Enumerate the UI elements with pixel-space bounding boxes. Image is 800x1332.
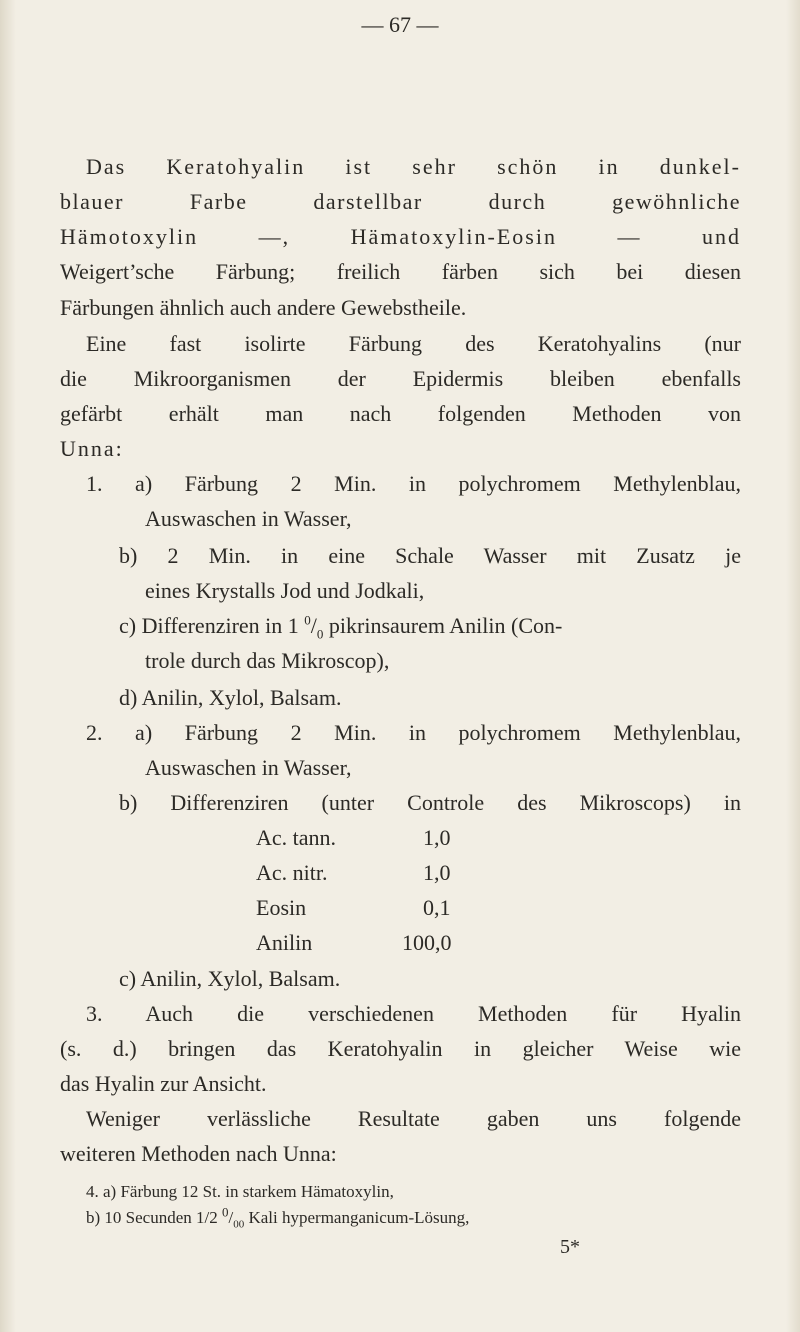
recipe-ingredient: Ac. nitr. xyxy=(256,860,328,885)
list-item: 2. a) Färbung 2 Min. in polychromem Methylenblau, xyxy=(86,720,741,745)
recipe-ingredient: Ac. tann. xyxy=(256,825,337,850)
text-line: gefärbt erhält man nach folgenden Methoden von xyxy=(60,401,741,426)
text-line: (s. d.) bringen das Keratohyalin in gleicher Weise wie xyxy=(60,1036,741,1061)
text-line: Hämotoxylin —, Hämatoxylin-Eosin — und xyxy=(60,224,741,249)
page-edge-right xyxy=(786,0,800,1332)
text-line: blauer Farbe darstellbar durch gewöhnliche xyxy=(60,189,741,214)
printer-signature: 5* xyxy=(560,1236,580,1258)
list-item: c) Anilin, Xylol, Balsam. xyxy=(119,966,341,991)
list-item: d) Anilin, Xylol, Balsam. xyxy=(119,685,342,710)
list-item: c) Differenziren in 1 $^0/_0$ pikrinsaurem Anilin (Con- xyxy=(119,612,563,642)
list-item-continuation: Auswaschen in Wasser, xyxy=(145,755,352,780)
list-item-continuation: trole durch das Mikroscop), xyxy=(145,648,390,673)
text-line: Weigert’sche Färbung; freilich färben sich bei diesen xyxy=(60,259,741,284)
list-item: 1. a) Färbung 2 Min. in polychromem Methylenblau, xyxy=(86,471,741,496)
recipe-amount: 100,0 xyxy=(402,930,452,955)
list-item: 3. Auch die verschiedenen Methoden für Hyalin xyxy=(86,1001,741,1026)
recipe-ingredient: Eosin xyxy=(256,895,307,920)
list-item-continuation: eines Krystalls Jod und Jodkali, xyxy=(145,578,425,603)
recipe-amount: 1,0 xyxy=(423,825,451,850)
page-number: — 67 — xyxy=(361,12,439,37)
footnote-line: 4. a) Färbung 12 St. in starkem Hämatoxylin, xyxy=(86,1182,394,1201)
text-line: Färbungen ähnlich auch andere Gewebstheile. xyxy=(60,295,467,320)
text-line: Eine fast isolirte Färbung des Keratohyalins (nur xyxy=(86,331,741,356)
text-line: die Mikroorganismen der Epidermis bleiben ebenfalls xyxy=(60,366,741,391)
list-item: b) 2 Min. in eine Schale Wasser mit Zusatz je xyxy=(119,543,741,568)
footnote-line: b) 10 Secunden 1/2 $^0/_{00}$ Kali hypermanganicum-Lösung, xyxy=(86,1204,470,1231)
text-line: Unna: xyxy=(60,436,124,461)
text-line: das Hyalin zur Ansicht. xyxy=(60,1071,267,1096)
recipe-amount: 1,0 xyxy=(423,860,451,885)
list-item-continuation: Auswaschen in Wasser, xyxy=(145,506,352,531)
recipe-ingredient: Anilin xyxy=(256,930,313,955)
recipe-amount: 0,1 xyxy=(423,895,451,920)
text-line: Das Keratohyalin ist sehr schön in dunkel- xyxy=(86,154,741,179)
text-line: weiteren Methoden nach Unna: xyxy=(60,1141,337,1166)
text-line: Weniger verlässliche Resultate gaben uns folgende xyxy=(86,1106,741,1131)
page-edge-left xyxy=(0,0,16,1332)
list-item: b) Differenziren (unter Controle des Mikroscops) in xyxy=(119,790,741,815)
